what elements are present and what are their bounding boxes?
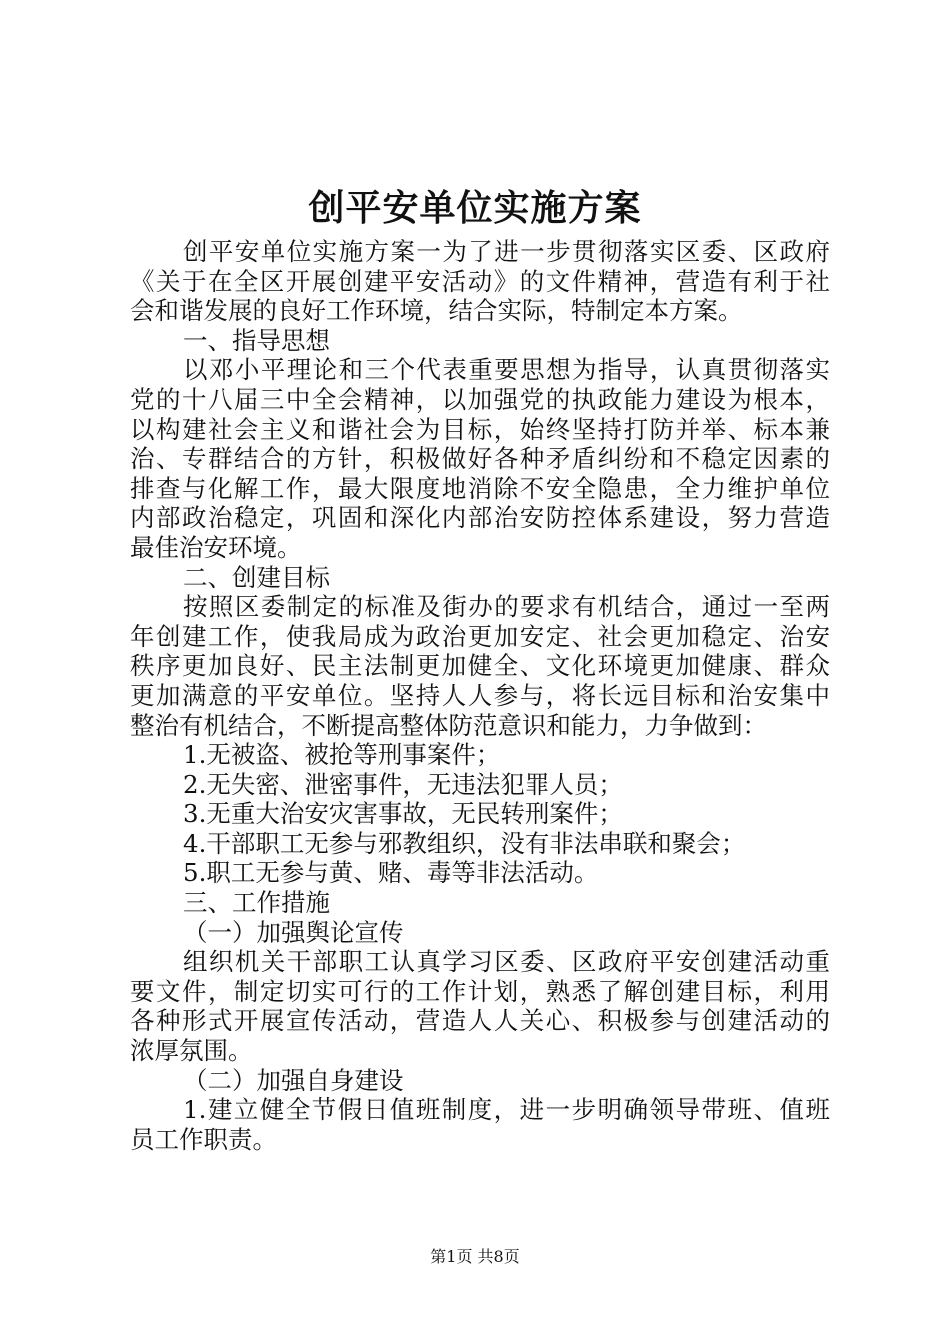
page-footer: 第1页 共8页: [430, 1247, 520, 1266]
paragraph-line: 组织机关干部职工认真学习区委、区政府平安创建活动重: [183, 947, 830, 977]
paragraph-line: 各种形式开展宣传活动，营造人人关心、积极参与创建活动的: [130, 1006, 830, 1036]
paragraph-line: 要文件，制定切实可行的工作计划，熟悉了解创建目标，利用: [130, 976, 830, 1006]
section-heading: 二、创建目标: [183, 562, 330, 592]
paragraph-line: 浓厚氛围。: [130, 1036, 253, 1066]
paragraph-line: 以构建社会主义和谐社会为目标，始终坚持打防并举、标本兼: [130, 414, 830, 444]
subsection-heading: （一）加强舆论宣传: [183, 917, 404, 947]
paragraph-line: 党的十八届三中全会精神，以加强党的执政能力建设为根本，: [130, 384, 830, 414]
paragraph-line: 1.建立健全节假日值班制度，进一步明确领导带班、值班: [183, 1095, 830, 1125]
section-heading: 三、工作措施: [183, 888, 330, 918]
paragraph-line: 按照区委制定的标准及街办的要求有机结合，通过一至两: [183, 592, 830, 622]
list-item: 2.无失密、泄密事件，无违法犯罪人员；: [183, 769, 623, 799]
paragraph-line: 员工作职责。: [130, 1124, 277, 1154]
document-title: 创平安单位实施方案: [308, 187, 642, 229]
paragraph-line: 排查与化解工作，最大限度地消除不安全隐患，全力维护单位: [130, 473, 830, 503]
paragraph-line: 创平安单位实施方案一为了进一步贯彻落实区委、区政府: [183, 237, 830, 266]
paragraph-line: 以邓小平理论和三个代表重要思想为指导，认真贯彻落实: [183, 355, 830, 385]
list-item: 4.干部职工无参与邪教组织，没有非法串联和聚会；: [183, 828, 746, 858]
section-heading: 一、指导思想: [183, 325, 330, 355]
paragraph-line: 整治有机结合，不断提高整体防范意识和能力，力争做到：: [130, 710, 767, 740]
paragraph-line: 内部政治稳定，巩固和深化内部治安防控体系建设，努力营造: [130, 503, 830, 533]
paragraph-line: 最佳治安环境。: [130, 532, 302, 562]
paragraph-line: 秩序更加良好、民主法制更加健全、文化环境更加健康、群众: [130, 651, 830, 681]
paragraph-line: 更加满意的平安单位。坚持人人参与，将长远目标和治安集中: [130, 680, 830, 710]
subsection-heading: （二）加强自身建设: [183, 1065, 404, 1095]
paragraph-line: 《关于在全区开展创建平安活动》的文件精神，营造有利于社: [130, 266, 830, 296]
document-body: [130, 237, 830, 1154]
paragraph-line: 年创建工作，使我局成为政治更加安定、社会更加稳定、治安: [130, 621, 830, 651]
list-item: 3.无重大治安灾害事故，无民转刑案件；: [183, 799, 623, 829]
paragraph-line: 会和谐发展的良好工作环境，结合实际，特制定本方案。: [130, 296, 743, 326]
list-item: 1.无被盗、被抢等刑事案件；: [183, 740, 501, 770]
paragraph-line: 治、专群结合的方针，积极做好各种矛盾纠纷和不稳定因素的: [130, 444, 830, 474]
list-item: 5.职工无参与黄、赌、毒等非法活动。: [183, 858, 599, 888]
